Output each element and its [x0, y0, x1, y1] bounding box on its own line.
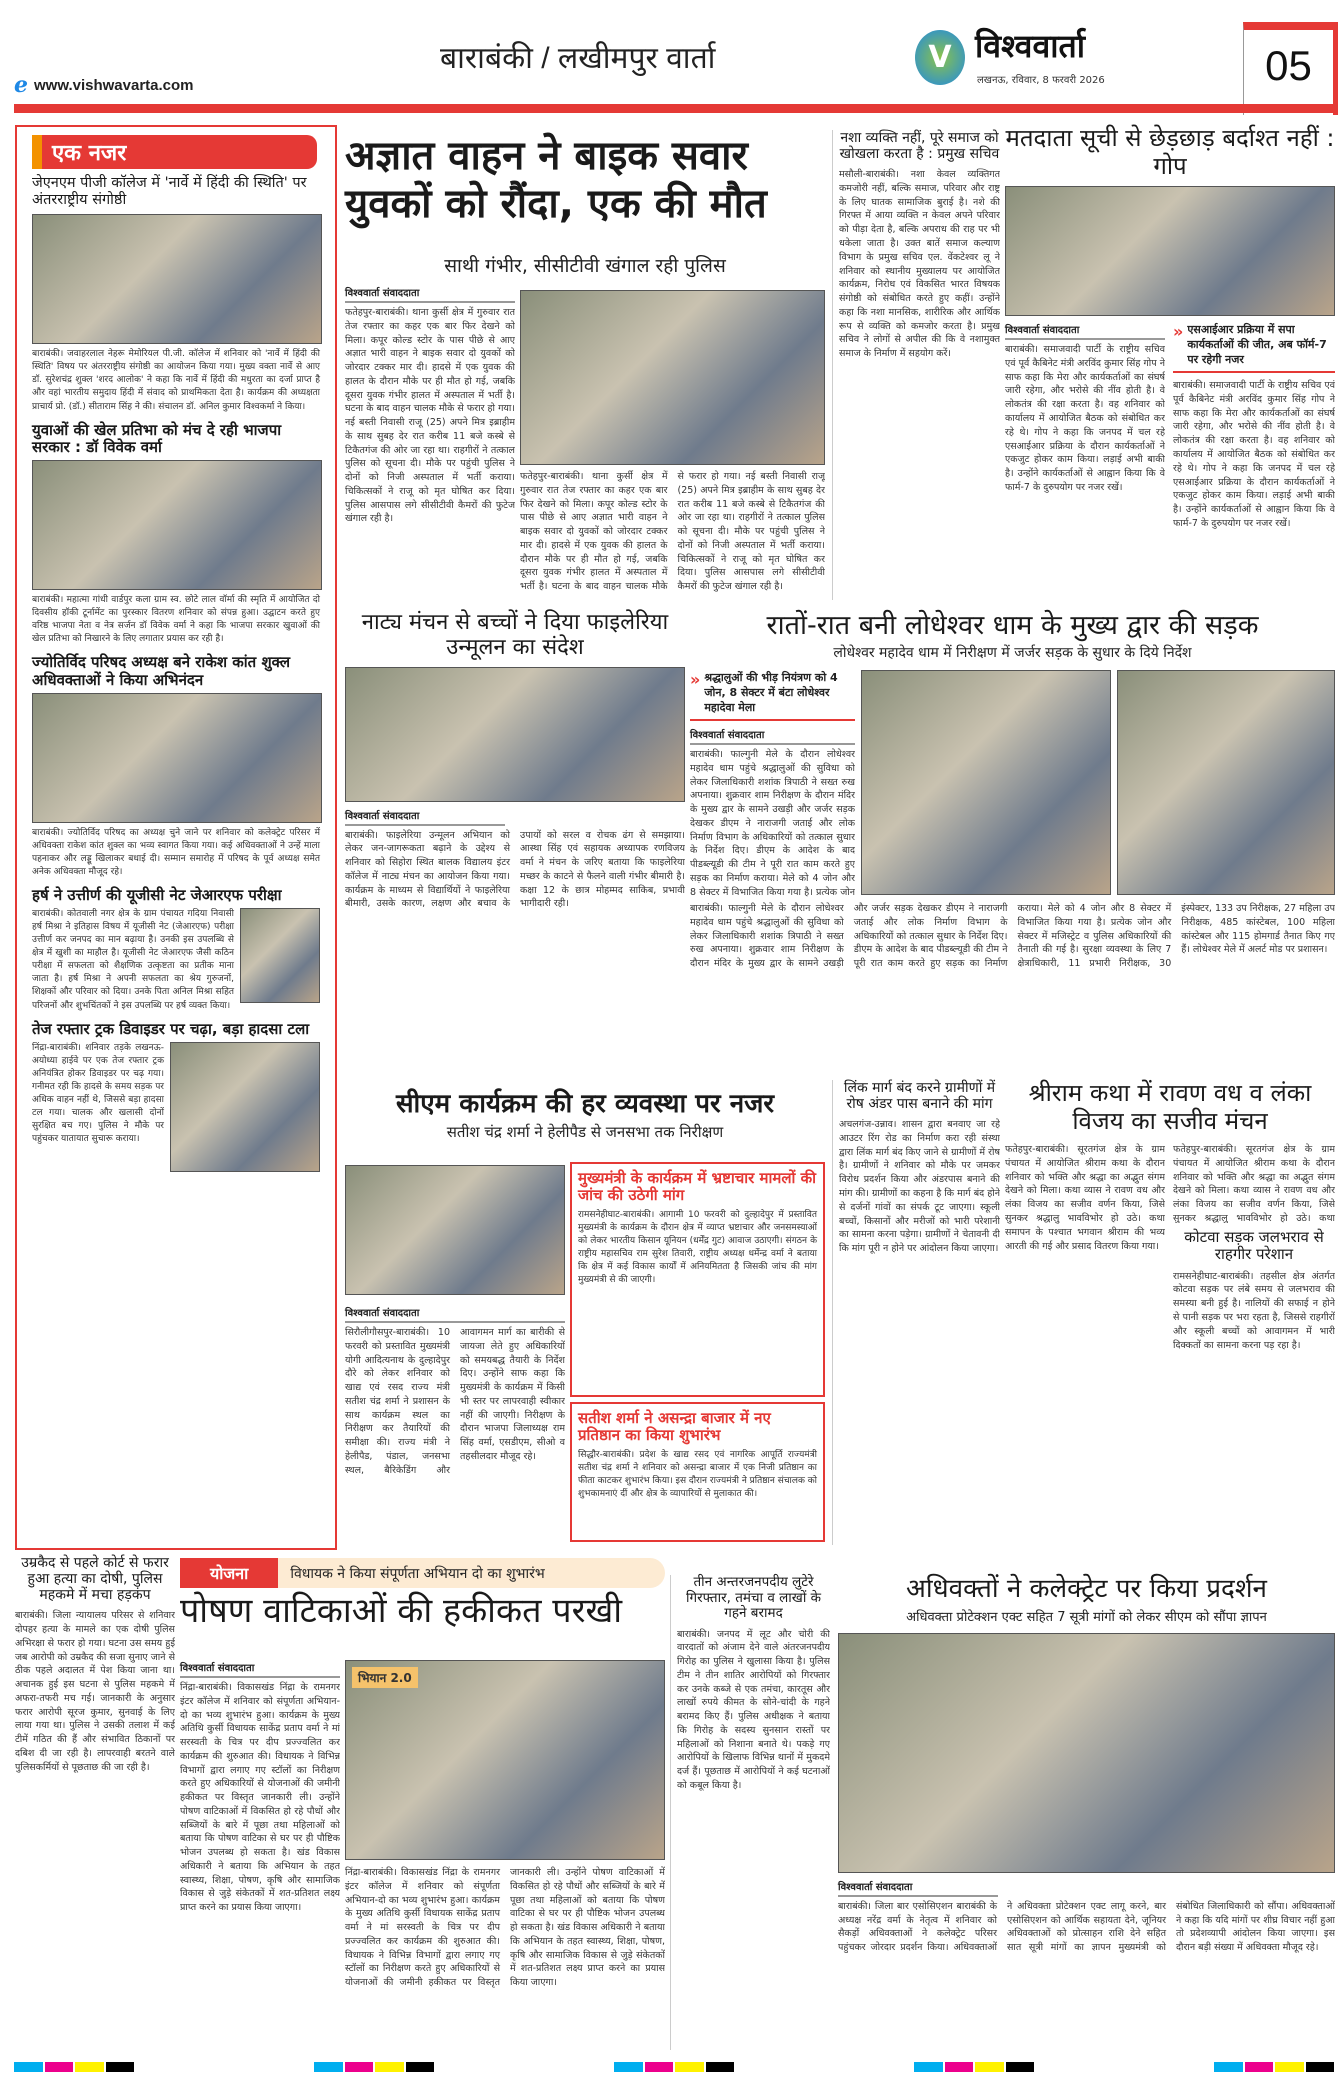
- photo: [32, 460, 322, 590]
- ek-nazar-column: [15, 125, 337, 1550]
- article-subtitle: अधिवक्ता प्रोटेक्शन एक्ट सहित 7 सूत्री मांगों को लेकर सीएम को सौंपा ज्ञापन: [906, 1609, 1267, 1625]
- article-body: बाराबंकी। कोतवाली नगर क्षेत्र के ग्राम पंचायत गदिया निवासी हर्ष मिश्रा ने इतिहास विषय में यूजीसी नेट (जेआरएफ) परीक्षा उत्तीर्ण कर जनपद का मान बढ़ाया है। उनकी इस उपलब्धि से क्षेत्र में खुशी का माहौल है। यूजीसी नेट जेआरएफ जैसी कठिन परीक्षा में सफलता को शैक्षणिक उत्कृष्टता का प्रतीक माना जाता है। हर्ष मिश्रा ने अपनी सफलता का श्रेय गुरुजनों, शिक्षकों और परिवार को दिया। उनके पिता अनिल मिश्रा सहित परिजनों और शुभचिंतकों ने इस उपलब्धि पर हर्ष व्यक्त किया।: [32, 909, 234, 1011]
- section-title: बाराबंकी / लखीमपुर वार्ता: [440, 42, 716, 75]
- cm-box-asandra: [570, 1402, 825, 1542]
- lead-subheadline: साथी गंभीर, सीसीटीवी खंगाल रही पुलिस: [444, 255, 726, 277]
- byline: विश्ववार्ता संवाददाता: [690, 727, 855, 745]
- article-body: अचलगंज-उन्नाव। शासन द्वारा बनवाए जा रहे आउटर रिंग रोड का निर्माण करा रही संस्था द्वारा लिंक मार्ग बंद किए जाने से ग्रामीणों में रोष है। ग्रामीणों ने शनिवार को मौके पर जमकर विरोध प्रदर्शन किया और अंडरपास बनाने की मांग की। ग्रामीणों का कहना है कि मार्ग बंद होने से दर्जनों गांवों का संपर्क टूट जाएगा। स्कूली बच्चों, किसानों और मरीजों को भारी परेशानी का सामना करना पड़ेगा। ग्रामीणों ने चेतावनी दी कि मांग पूरी न होने पर आंदोलन किया जाएगा।: [839, 1119, 1000, 1255]
- photo: [1117, 670, 1335, 895]
- article-body: बाराबंकी। फाइलेरिया उन्मूलन अभियान को लेकर जन-जागरूकता बढ़ाने के उद्देश्य से शनिवार को सिहोरा स्थित बालक विद्यालय इंटर कॉलेज में नाट्य मंचन का आयोजन किया गया। कार्यक्रम के माध्यम से विद्यार्थियों ने फाइलेरिया बीमारी, उसके कारण, लक्षण और बचाव के उपायों को सरल व रोचक ढंग से समझाया। आस्था सिंह एवं सहायक अध्यापक रणविजय वर्मा ने मंचन के जरिए बताया कि फाइलेरिया मच्छर के काटने से फैलने वाली गंभीर बीमारी है। कक्षा 12 के छात्र मोहम्मद साकिब, प्रभावी भागीदारी रही।: [345, 829, 685, 910]
- photo: [170, 1042, 320, 1172]
- cm-article: [345, 1090, 825, 1545]
- article-title: लिंक मार्ग बंद करने ग्रामीणों में रोष अंडर पास बनाने की मांग: [843, 1080, 996, 1113]
- color-bar: [314, 2062, 434, 2072]
- article-title: अधिवक्तों ने कलेक्ट्रेट पर किया प्रदर्शन: [906, 1574, 1267, 1604]
- article-title: जेएनएम पीजी कॉलेज में 'नार्वे में हिंदी की स्थिति' पर अंतरराष्ट्रीय संगोष्ठी: [32, 175, 307, 208]
- article-body: बाराबंकी। ज्योतिर्विद परिषद का अध्यक्ष चुने जाने पर शनिवार को कलेक्ट्रेट परिसर में अधिवक्ता राकेश कांत शुक्ल का भव्य स्वागत किया गया। कई अधिवक्ताओं ने उन्हें माला पहनाकर और लड्डू खिलाकर बधाई दी। सम्मान समारोह में परिषद के पूर्व अध्यक्ष समेत अनेक अधिवक्ता मौजूद रहे।: [32, 827, 320, 877]
- shriram-article: [1005, 1080, 1335, 1545]
- lead-text-col: [345, 285, 515, 600]
- color-bar: [614, 2062, 734, 2072]
- photo: [838, 1633, 1335, 1873]
- article-body: निंद्रा-बाराबंकी। विकासखंड निंद्रा के रामनगर इंटर कॉलेज में शनिवार को संपूर्णता अभियान-दो का भव्य शुभारंभ हुआ। कार्यक्रम के मुख्य अतिथि कुर्सी विधायक साकेंद्र प्रताप वर्मा ने मां सरस्वती के चित्र पर दीप प्रज्ज्वलित कर कार्यक्रम की शुरुआत की। विधायक ने विभिन्न विभागों द्वारा लगाए गए स्टॉलों का निरीक्षण करते हुए अधिकारियों से योजनाओं की जमीनी हकीकत पर विस्तृत जानकारी ली। उन्होंने पोषण वाटिकाओं में विकसित हो रहे पौधों और सब्जियों के बारे में पूछा तथा महिलाओं को बताया कि पोषण वाटिका से घर पर ही पौष्टिक भोजन उपलब्ध हो सकता है। खंड विकास अधिकारी ने बताया कि अभियान के तहत स्वास्थ्य, शिक्षा, पोषण, कृषि और सामाजिक विकास से जुड़े संकेतकों में शत-प्रतिशत लक्ष्य प्राप्त करने का प्रयास किया जाएगा।: [180, 1682, 340, 1914]
- article-body: मसौली-बाराबंकी। नशा केवल व्यक्तिगत कमजोरी नहीं, बल्कि समाज, परिवार और राष्ट्र के लिए घातक सामाजिक बुराई है। नशे की गिरफ्त में आया व्यक्ति न केवल अपने परिवार को पीड़ा देता है, बल्कि अपराध की राह पर भी धकेला जाता है। उक्त बातें समाज कल्याण विभाग के प्रमुख सचिव एल. वेंकटेश्वर लू ने शनिवार को स्थानीय मुख्यालय पर आयोजित कार्यक्रम, निरोध एवं विकसित भारत विषयक संगोष्ठी को संबोधित करते हुए कहीं। उन्होंने कहा कि नशा मानसिक, शारीरिक और आर्थिक रूप से व्यक्ति को कमजोर करता है। प्रमुख सचिव ने लोगों से अपील की कि वे नशामुक्त समाज के निर्माण में सहयोग करें।: [839, 169, 1000, 360]
- header-rule: [14, 104, 1338, 113]
- article-body-continued: फतेहपुर-बाराबंकी। सूरतगंज क्षेत्र के ग्राम पंचायत में आयोजित श्रीराम कथा के दौरान शनिवार को भक्ति और श्रद्धा का अद्भुत संगम देखने को मिला। कथा व्यास ने रावण वध और लंका विजय का सजीव वर्णन किया, जिसे सुनकर श्रद्धालु भावविभोर हो उठे। कथा: [1173, 1144, 1335, 1224]
- byline: विश्ववार्ता संवाददाता: [1005, 322, 1165, 340]
- poshan-text: [180, 1660, 340, 2051]
- link-marg-article: [832, 1080, 1000, 1545]
- natya-article: [345, 610, 685, 1065]
- gop-article: [1005, 125, 1335, 600]
- byline: विश्ववार्ता संवाददाता: [838, 1879, 998, 1897]
- article-subtitle: सतीश चंद्र शर्मा ने हेलीपैड से जनसभा तक निरीक्षण: [446, 1122, 724, 1141]
- article-title: मतदाता सूची से छेड़छाड़ बर्दाश्त नहीं : गोप: [1005, 124, 1335, 180]
- byline: विश्ववार्ता संवाददाता: [345, 1305, 565, 1323]
- article-body: सिरौलीगौसपुर-बाराबंकी। 10 फरवरी को प्रस्तावित मुख्यमंत्री योगी आदित्यनाथ के दुल्हादेपुर दौरे को लेकर शनिवार को खाद्य एवं रसद राज्य मंत्री सतीश चंद्र शर्मा ने प्रशासन के साथ कार्यक्रम स्थल का निरीक्षण कर तैयारियों की समीक्षा की। राज्य मंत्री ने हेलीपैड, पंडाल, जनसभा स्थल, बैरिकेडिंग और आवागमन मार्ग का बारीकी से जायजा लेते हुए अधिकारियों को समयबद्ध तैयारी के निर्देश दिए। उन्होंने साफ कहा कि मुख्यमंत्री के कार्यक्रम में किसी भी स्तर पर लापरवाही स्वीकार नहीं की जाएगी। निरीक्षण के दौरान भाजपा जिलाध्यक्ष राम सिंह वर्मा, एसडीएम, सीओ व तहसीलदार मौजूद रहे।: [345, 1327, 565, 1476]
- photo-banner-text: भियान 2.0: [352, 1667, 418, 1688]
- article-body-continued: बाराबंकी। समाजवादी पार्टी के राष्ट्रीय सचिव एवं पूर्व कैबिनेट मंत्री अरविंद कुमार सिंह गोप ने साफ कहा कि मेरा और कार्यकर्ताओं का संघर्ष जारी रहेगा, और भरोसे की नींव होती है। वे लोकतंत्र की रक्षा करता है। वह शनिवार को कार्यालय में आयोजित बैठक को संबोधित कर रहे थे। गोप ने कहा कि जनपद में चल रहे एसआईआर प्रक्रिया के दौरान कार्यकर्ताओं ने एकजुट होकर काम किया। लड़ाई अभी बाकी है। उन्होंने कार्यकर्ताओं से आह्वान किया कि वे फार्म-7 के दुरुपयोग पर नजर रखें।: [1173, 380, 1335, 529]
- article-title: तेज रफ्तार ट्रक डिवाइडर पर चढ़ा, बड़ा हादसा टला: [32, 1019, 310, 1038]
- registration-marks: [14, 2062, 1334, 2072]
- poshan-photo: [345, 1660, 665, 1860]
- article-body: बाराबंकी। फाल्गुनी मेले के दौरान लोधेश्वर महादेव धाम पहुंचे श्रद्धालुओं की सुविधा को लेकर जिलाधिकारी शशांक त्रिपाठी ने सख्त रुख अपनाया। शुक्रवार शाम निरीक्षण के दौरान मंदिर के मुख्य द्वार के सामने उखड़ी और जर्जर सड़क देखकर डीएम ने नाराजगी जताई और लोक निर्माण विभाग के अधिकारियों को तत्काल सुधार के निर्देश दिए। डीएम के आदेश के बाद पीडब्ल्यूडी की टीम ने पूरी रात काम करते हुए सड़क का निर्माण कराया। मेले को 4 जोन और 8 सेक्टर में विभाजित किया गया है। प्रत्येक जोन: [690, 749, 855, 898]
- article-body: बाराबंकी। जिला बार एसोसिएशन बाराबंकी के अध्यक्ष नरेंद्र वर्मा के नेतृत्व में शनिवार को सैकड़ों अधिवक्ताओं ने कलेक्ट्रेट परिसर पहुंचकर जोरदार प्रदर्शन किया। अधिवक्ताओं ने अधिवक्ता प्रोटेक्शन एक्ट लागू करने, बार एसोसिएशन को आर्थिक सहायता देने, जूनियर अधिवक्ताओं को प्रोत्साहन राशि देने सहित सात सूत्री मांगों का ज्ञापन मुख्यमंत्री को संबोधित जिलाधिकारी को सौंपा। अधिवक्ताओं ने कहा कि यदि मांगों पर शीघ्र विचार नहीं हुआ तो प्रदेशव्यापी आंदोलन किया जाएगा। इस दौरान बड़ी संख्या में अधिवक्ता मौजूद रहे।: [838, 1900, 1335, 1954]
- photo: [32, 214, 322, 344]
- photo: [861, 670, 1111, 895]
- box-body: सिद्धौर-बाराबंकी। प्रदेश के खाद्य रसद एवं नागरिक आपूर्ति राज्यमंत्री सतीश चंद्र शर्मा ने शनिवार को असन्द्रा बाजार में एक निजी प्रतिष्ठान का फीता काटकर शुभारंभ किया। इस दौरान राज्यमंत्री ने प्रतिष्ठान संचालक को शुभकामनाएं दीं और क्षेत्र के व्यापारियों से मुलाकात की।: [578, 1449, 817, 1499]
- article-title: तीन अन्तरजनपदीय लुटेरे गिरफ्तार, तमंचा व लाखों के गहने बरामद: [686, 1574, 821, 1622]
- browser-e-icon: e: [14, 72, 28, 98]
- chevron-right-icon: »: [1173, 322, 1184, 342]
- byline: विश्ववार्ता संवाददाता: [180, 1660, 340, 1678]
- article-title: युवाओं की खेल प्रतिभा को मंच दे रही भाजपा सरकार : डॉ विवेक वर्मा: [32, 420, 282, 456]
- brand-name: विश्ववार्ता: [975, 27, 1086, 65]
- photo: [345, 1165, 565, 1295]
- article-title: ज्योतिर्विद परिषद अध्यक्ष बने राकेश कांत शुक्ल अधिवक्ताओं ने किया अभिनंदन: [32, 653, 290, 689]
- nasha-article: [832, 130, 1000, 600]
- chevron-right-icon: »: [690, 670, 701, 690]
- article-body: फतेहपुर-बाराबंकी। सूरतगंज क्षेत्र के ग्राम पंचायत में आयोजित श्रीराम कथा के दौरान शनिवार को भक्ति और श्रद्धा का अद्भुत संगम देखने को मिला। कथा व्यास ने रावण वध और लंका विजय का सजीव वर्णन किया, जिसे सुनकर श्रद्धालु भावविभोर हो उठे। कथा समापन के पश्चात भगवान श्रीराम की भव्य आरती की गई और प्रसाद वितरण किया गया।: [1005, 1144, 1165, 1252]
- sub-article-body: रामसनेहीघाट-बाराबंकी। तहसील क्षेत्र अंतर्गत कोटवा सड़क पर लंबे समय से जलभराव की समस्या बनी हुई है। नालियों की सफाई न होने से पानी सड़क पर भरा रहता है, जिससे राहगीरों और स्कूली बच्चों को आवागमन में भारी दिक्कतों का सामना करना पड़ रहा है।: [1173, 1270, 1335, 1351]
- ek-nazar-label: एक नजर: [32, 135, 317, 169]
- article-title: हर्ष ने उत्तीर्ण की यूजीसी नेट जेआरएफ परीक्षा: [32, 885, 282, 904]
- kicker: विधायक ने किया संपूर्णता अभियान दो का शुभारंभ: [290, 1565, 545, 1582]
- article-body: बाराबंकी। जवाहरलाल नेहरू मेमोरियल पी.जी. कॉलेज में शनिवार को 'नार्वे में हिंदी की स्थिति' विषय पर अंतरराष्ट्रीय संगोष्ठी का आयोजन किया गया। मुख्य वक्ता नार्वे से आए डॉ. सुरेशचंद्र शुक्ल 'शरद आलोक' ने कहा कि नार्वे में हिंदी की मधुरता का दर्जा प्राप्त है और वहां भारतीय समुदाय हिंदी में संवाद को प्राथमिकता देता है। कार्यक्रम की अध्यक्षता प्राचार्य प्रो. (डॉ.) सीताराम सिंह ने की। संचालन डॉ. अनिल कुमार विश्वकर्मा ने किया।: [32, 349, 320, 412]
- byline: विश्ववार्ता संवाददाता: [345, 808, 505, 826]
- article-body: बाराबंकी। समाजवादी पार्टी के राष्ट्रीय सचिव एवं पूर्व कैबिनेट मंत्री अरविंद कुमार सिंह गोप ने साफ कहा कि मेरा और कार्यकर्ताओं का संघर्ष जारी रहेगा, और भरोसे की नींव होती है। वे लोकतंत्र की रक्षा करता है। वह शनिवार को कार्यालय में आयोजित बैठक को संबोधित कर रहे थे। गोप ने कहा कि जनपद में चल रहे एसआईआर प्रक्रिया के दौरान कार्यकर्ताओं ने एकजुट होकर काम किया। लड़ाई अभी बाकी है। उन्होंने कार्यकर्ताओं से आह्वान किया कि वे फार्म-7 के दुरुपयोग पर नजर रखें।: [1005, 344, 1165, 493]
- lodheshwar-article: [690, 610, 1335, 1065]
- sub-article-title: कोटवा सड़क जलभराव से राहगीर परेशान: [1184, 1228, 1324, 1264]
- cm-box-corruption: [570, 1162, 825, 1397]
- pull-quote: » एसआईआर प्रक्रिया में सपा कार्यकर्ताओं की जीत, अब फॉर्म-7 पर रहेगी नजर: [1173, 322, 1335, 373]
- color-bar: [14, 2062, 134, 2072]
- article-body: फतेहपुर-बाराबंकी। थाना कुर्सी क्षेत्र में गुरुवार रात तेज रफ्तार का कहर एक बार फिर देखने को मिला। कपूर कोल्ड स्टोर के पास पीछे से आए अज्ञात भारी वाहन ने बाइक सवार दो युवकों को जोरदार टक्कर मार दी। हादसे में एक युवक की हालत के दौरान मौके पर ही मौत हो गई, जबकि दूसरा युवक गंभीर हालत में अस्पताल में भर्ती है। घटना के बाद वाहन चालक मौके से फरार हो गया। नई बस्ती निवासी राजू (25) अपने मित्र इब्राहीम के साथ सुबह देर रात करीब 11 बजे कस्बे से टिकैतगंज की ओर जा रहा था। राहगीरों ने तत्काल पुलिस को सूचना दी। मौके पर पहुंची पुलिस ने दोनों को निजी अस्पताल में भर्ती कराया। चिकित्सकों ने राजू को मृत घोषित कर दिया। पुलिस आसपास लगे सीसीटीवी कैमरों की फुटेज खंगाल रही है।: [345, 307, 515, 525]
- article-body-continued: फतेहपुर-बाराबंकी। थाना कुर्सी क्षेत्र में गुरुवार रात तेज रफ्तार का कहर एक बार फिर देखने को मिला। कपूर कोल्ड स्टोर के पास पीछे से आए अज्ञात भारी वाहन ने बाइक सवार दो युवकों को जोरदार टक्कर मार दी। हादसे में एक युवक की हालत के दौरान मौके पर ही मौत हो गई, जबकि दूसरा युवक गंभीर हालत में अस्पताल में भर्ती है। घटना के बाद वाहन चालक मौके से फरार हो गया। नई बस्ती निवासी राजू (25) अपने मित्र इब्राहीम के साथ सुबह देर रात करीब 11 बजे कस्बे से टिकैतगंज की ओर जा रहा था। राहगीरों ने तत्काल पुलिस को सूचना दी। मौके पर पहुंची पुलिस ने दोनों को निजी अस्पताल में भर्ती कराया। चिकित्सकों ने राजू को मृत घोषित कर दिया। पुलिस आसपास लगे सीसीटीवी कैमरों की फुटेज खंगाल रही है।: [520, 471, 825, 593]
- article-title: उम्रकैद से पहले कोर्ट से फरार हुआ हत्या का दोषी, पुलिस महकमे में मचा हड़कंप: [21, 1555, 169, 1604]
- website-link[interactable]: e www.vishwavarta.com: [14, 72, 194, 98]
- advocates-article: [838, 1575, 1335, 2050]
- photo: [345, 667, 685, 802]
- brand-logo-icon: V: [915, 30, 965, 85]
- color-bar: [914, 2062, 1034, 2072]
- article-title: श्रीराम कथा में रावण वध व लंका विजय का सजीव मंचन: [1028, 1079, 1312, 1135]
- article-body: बाराबंकी। जिला न्यायालय परिसर से शनिवार दोपहर हत्या के मामले का एक दोषी पुलिस अभिरक्षा से फरार हो गया। घटना उस समय हुई जब आरोपी को उम्रकैद की सजा सुनाए जाने से ठीक पहले अदालत में पेश किया जाना था। अचानक हुई इस घटना से पुलिस महकमे में अफरा-तफरी मच गई। जानकारी के अनुसार फरार आरोपी सूरज कुमार, सुनवाई के लिए लाया गया था। पुलिस ने उसकी तलाश में कई टीमें गठित की हैं और संभावित ठिकानों पर दबिश दी जा रही है। लापरवाही बरतने वाले पुलिसकर्मियों से पूछताछ की जा रही है।: [15, 1610, 175, 1773]
- umrakaid-article: [15, 1555, 175, 2050]
- article-title: पोषण वाटिकाओं की हकीकत परखी: [180, 1591, 623, 1631]
- article-title: रातों-रात बनी लोधेश्वर धाम के मुख्य द्वार की सड़क: [766, 610, 1259, 641]
- yojana-label: योजना: [180, 1558, 278, 1588]
- article-body-continued: निंद्रा-बाराबंकी। विकासखंड निंद्रा के रामनगर इंटर कॉलेज में शनिवार को संपूर्णता अभियान-दो का भव्य शुभारंभ हुआ। कार्यक्रम के मुख्य अतिथि कुर्सी विधायक साकेंद्र प्रताप वर्मा ने मां सरस्वती के चित्र पर दीप प्रज्ज्वलित कर कार्यक्रम की शुरुआत की। विधायक ने विभिन्न विभागों द्वारा लगाए गए स्टॉलों का निरीक्षण करते हुए अधिकारियों से योजनाओं की जमीनी हकीकत पर विस्तृत जानकारी ली। उन्होंने पोषण वाटिकाओं में विकसित हो रहे पौधों और सब्जियों के बारे में पूछा तथा महिलाओं को बताया कि पोषण वाटिका से घर पर ही पौष्टिक भोजन उपलब्ध हो सकता है। खंड विकास अधिकारी ने बताया कि अभियान के तहत स्वास्थ्य, शिक्षा, पोषण, कृषि और सामाजिक विकास से जुड़े संकेतकों में शत-प्रतिशत लक्ष्य प्राप्त करने का प्रयास किया जाएगा।: [345, 1867, 665, 1989]
- article-title: नाट्य मंचन से बच्चों ने दिया फाइलेरिया उन्मूलन का संदेश: [361, 610, 669, 661]
- page-number-box: [1243, 22, 1338, 115]
- box-title: मुख्यमंत्री के कार्यक्रम में भ्रष्टाचार मामलों की जांच की उठेगी मांग: [578, 1169, 817, 1205]
- accident-photo: [520, 290, 825, 465]
- article-title: नशा व्यक्ति नहीं, पूरे समाज को खोखला करता है : प्रमुख सचिव: [839, 130, 1000, 163]
- byline: विश्ववार्ता संवाददाता: [345, 285, 515, 303]
- box-title: सतीश शर्मा ने असन्द्रा बाजार में नए प्रतिष्ठान का किया शुभारंभ: [578, 1409, 771, 1445]
- yojana-banner: [180, 1558, 665, 1588]
- page-number: 05: [1265, 42, 1312, 89]
- photo: [32, 693, 322, 823]
- lead-headline: अज्ञात वाहन ने बाइक सवार युवकों को रौंदा, एक की मौत: [345, 133, 767, 227]
- article-title: सीएम कार्यक्रम की हर व्यवस्था पर नजर: [395, 1089, 775, 1119]
- pull-quote: » श्रद्धालुओं की भीड़ नियंत्रण को 4 जोन, 8 सेक्टर में बंटा लोधेश्वर महादेवा मेला: [690, 670, 855, 721]
- dateline: लखनऊ, रविवार, 8 फरवरी 2026: [977, 75, 1105, 86]
- article-body: बाराबंकी। महात्मा गांधी वार्डपुर कला ग्राम स्व. छोटे लाल वॉर्मा की स्मृति में आयोजित दो दिवसीय हॉकी टूर्नामेंट का पुरस्कार वितरण शनिवार को संपन्न हुआ। उद्घाटन करते हुए वरिष्ठ भाजपा नेता व नेत्र सर्जन डॉ विवेक वर्मा ने कहा कि भाजपा सरकार खुवाओं की खेल प्रतिभा को निखारने के लिए लगातार प्रयास कर रही है।: [32, 595, 320, 645]
- box-body: रामसनेहीघाट-बाराबंकी। आगामी 10 फरवरी को दुल्हादेपुर में प्रस्तावित मुख्यमंत्री के कार्यक्रम के दौरान क्षेत्र में व्याप्त भ्रष्टाचार और जनसमस्याओं को लेकर भारतीय किसान यूनियन (धर्मेंद्र गुट) आवाज उठाएगी। संगठन के राष्ट्रीय महासचिव राम सुरेश तिवारी, राष्ट्रीय अध्यक्ष धर्मेन्द्र वर्मा ने बताया कि क्षेत्र में कई विकास कार्यों में अनियमितता है जिसकी जांच की मांग मुख्यमंत्री से की जाएगी।: [578, 1209, 817, 1285]
- photo: [240, 908, 320, 1003]
- article-subtitle: लोधेश्वर महादेव धाम में निरीक्षण में जर्जर सड़क के सुधार के दिये निर्देश: [833, 645, 1192, 662]
- color-bar: [1214, 2062, 1334, 2072]
- photo: [1005, 186, 1335, 316]
- article-body: निंद्रा-बाराबंकी। शनिवार तड़के लखनऊ-अयोध्या हाईवे पर एक तेज रफ्तार ट्रक अनियंत्रित होकर डिवाइडर पर चढ़ गया। गनीमत रही कि हादसे के समय सड़क पर अधिक वाहन नहीं थे, जिससे बड़ा हादसा टल गया। चालक और खलासी दोनों सुरक्षित बच गए। पुलिस ने मौके पर पहुंचकर यातायात सुचारू कराया।: [32, 1042, 164, 1145]
- article-body: बाराबंकी। जनपद में लूट और चोरी की वारदातों को अंजाम देने वाले अंतरजनपदीय गिरोह का पुलिस ने खुलासा किया है। पुलिस टीम ने तीन शातिर आरोपियों को गिरफ्तार कर उनके कब्जे से एक तमंचा, कारतूस और लाखों रुपये कीमत के सोने-चांदी के गहने बरामद किए हैं। पुलिस अधीक्षक ने बताया कि गिरोह के सदस्य सुनसान रास्तों पर महिलाओं को निशाना बनाते थे। पकड़े गए आरोपियों के खिलाफ विभिन्न थानों में मुकदमे दर्ज हैं। पूछताछ में आरोपियों ने कई घटनाओं को कबूल किया है।: [677, 1628, 830, 1791]
- lutere-article: [670, 1575, 830, 2050]
- article-body-continued: बाराबंकी। फाल्गुनी मेले के दौरान लोधेश्वर महादेव धाम पहुंचे श्रद्धालुओं की सुविधा को लेकर जिलाधिकारी शशांक त्रिपाठी ने सख्त रुख अपनाया। शुक्रवार शाम निरीक्षण के दौरान मंदिर के मुख्य द्वार के सामने उखड़ी और जर्जर सड़क देखकर डीएम ने नाराजगी जताई और लोक निर्माण विभाग के अधिकारियों को तत्काल सुधार के निर्देश दिए। डीएम के आदेश के बाद पीडब्ल्यूडी की टीम ने पूरी रात काम करते हुए सड़क का निर्माण कराया। मेले को 4 जोन और 8 सेक्टर में विभाजित किया गया है। प्रत्येक जोन और सेक्टर में मजिस्ट्रेट व पुलिस अधिकारियों की तैनाती की गई है। सुरक्षा व्यवस्था के लिए 7 क्षेत्राधिकारी, 11 प्रभारी निरीक्षक, 30 इंस्पेक्टर, 133 उप निरीक्षक, 27 महिला उप निरीक्षक, 485 कांस्टेबल, 100 महिला कांस्टेबल और 115 होमगार्ड तैनात किए गए हैं। लोधेश्वर मेले में अलर्ट मोड पर प्रशासन।: [690, 903, 1335, 970]
